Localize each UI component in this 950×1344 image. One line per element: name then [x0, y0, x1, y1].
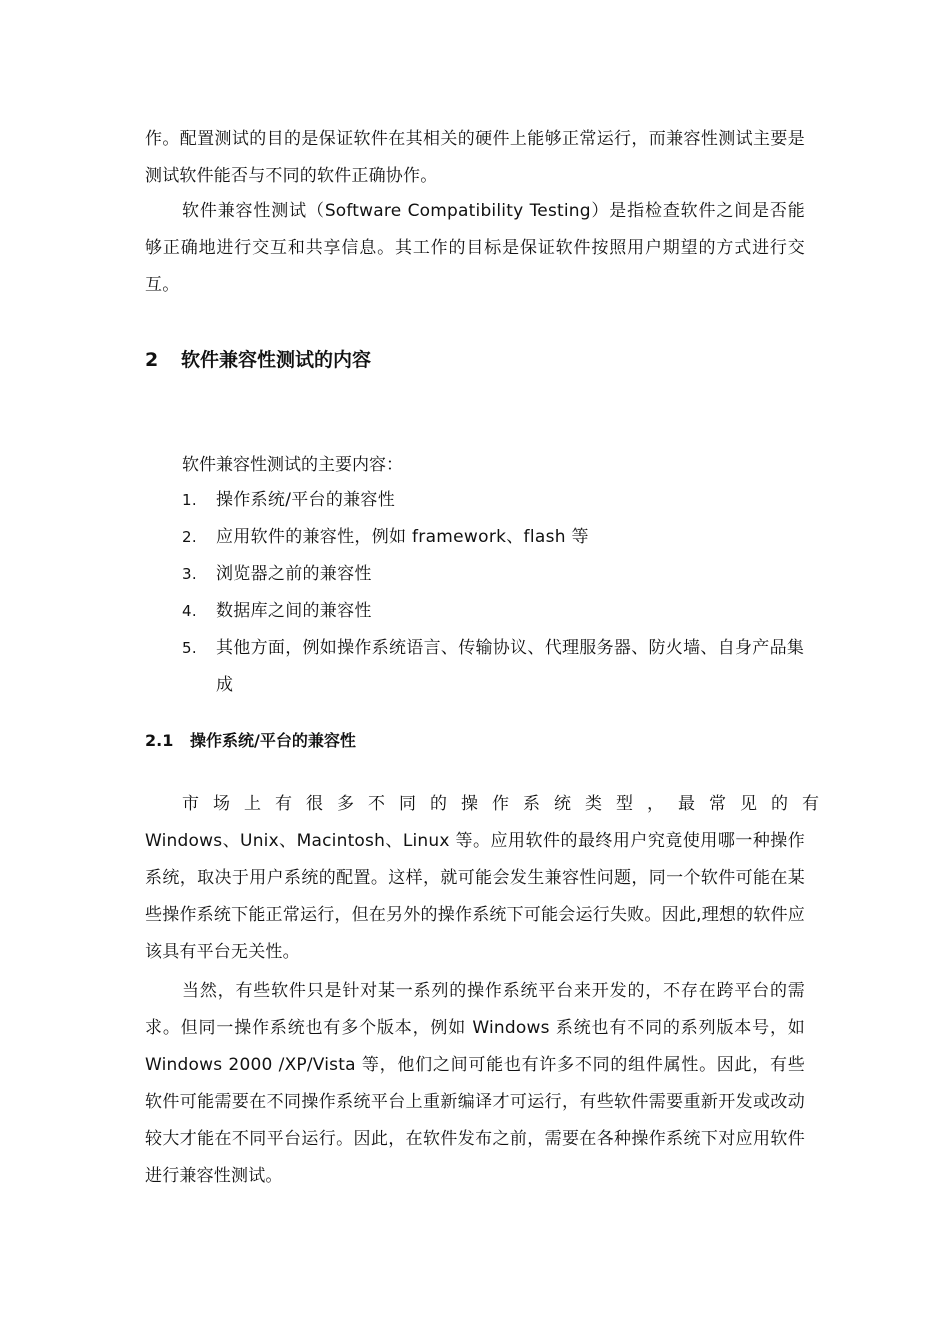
list-item-number: 2.: [182, 528, 197, 546]
list-item-text: 应用软件的兼容性，例如 framework、flash 等: [216, 527, 589, 547]
list-item-text: 其他方面，例如操作系统语言、传输协议、代理服务器、防火墙、自身产品集成: [216, 638, 805, 695]
paragraph-os-types-body: Windows、Unix、Macintosh、Linux 等。应用软件的最终用户究竟使用哪一种操作系统，取决于用户系统的配置。这样，就可能会发生兼容性问题，同一个软件可能在某些操作系统下能正常运行，但在另外的操作系统下可能会运行失败。因此,理想的软件应该具有平台无关性。: [145, 831, 805, 962]
section-title: 软件兼容性测试的内容: [181, 349, 372, 371]
paragraph-os-types: [145, 786, 833, 971]
list-item-number: 5.: [182, 639, 197, 657]
section-number: 2: [145, 349, 159, 371]
list-item: [182, 519, 805, 556]
list-item-number: 1.: [182, 491, 197, 509]
paragraph-os-versions: 当然，有些软件只是针对某一系列的操作系统平台来开发的，不存在跨平台的需求。但同一操作系统也有多个版本，例如 Windows 系统也有不同的系列版本号，如 Windows 2000 /XP/Vista 等，他们之间可能也有许多不同的组件属性。因此，有些软件可能需要在不同操作系统平台上重新编译才可运行，有些软件需要重新开发或改动较大才能在不同平台运行。因此，在软件发布之前，需要在各种操作系统下对应用软件进行兼容性测试。: [145, 981, 805, 1186]
section-heading-2: [145, 346, 371, 374]
paragraph-os-types-first-line: 市场上有很多不同的操作系统类型，最常见的有: [182, 794, 833, 814]
list-item-text: 浏览器之前的兼容性: [216, 564, 372, 584]
content-list: [182, 482, 805, 704]
section-heading-2-1: [145, 729, 356, 753]
list-item-number: 4.: [182, 602, 197, 620]
list-item: [182, 593, 805, 630]
list-item: [182, 556, 805, 593]
paragraph-compat-definition: 软件兼容性测试（Software Compatibility Testing）是指检查软件之间是否能够正确地进行交互和共享信息。其工作的目标是保证软件按照用户期望的方式进行交互。: [145, 201, 805, 295]
list-item: [182, 482, 805, 519]
paragraph-config-testing: 作。配置测试的目的是保证软件在其相关的硬件上能够正常运行，而兼容性测试主要是测试软件能否与不同的软件正确协作。: [145, 129, 805, 186]
list-item-text: 操作系统/平台的兼容性: [216, 490, 396, 510]
subsection-title: 操作系统/平台的兼容性: [190, 731, 356, 750]
list-item: [182, 630, 805, 704]
list-item-text: 数据库之间的兼容性: [216, 601, 372, 621]
list-item-number: 3.: [182, 565, 197, 583]
subsection-number: 2.1: [145, 731, 174, 750]
list-intro: 软件兼容性测试的主要内容：: [182, 455, 403, 475]
